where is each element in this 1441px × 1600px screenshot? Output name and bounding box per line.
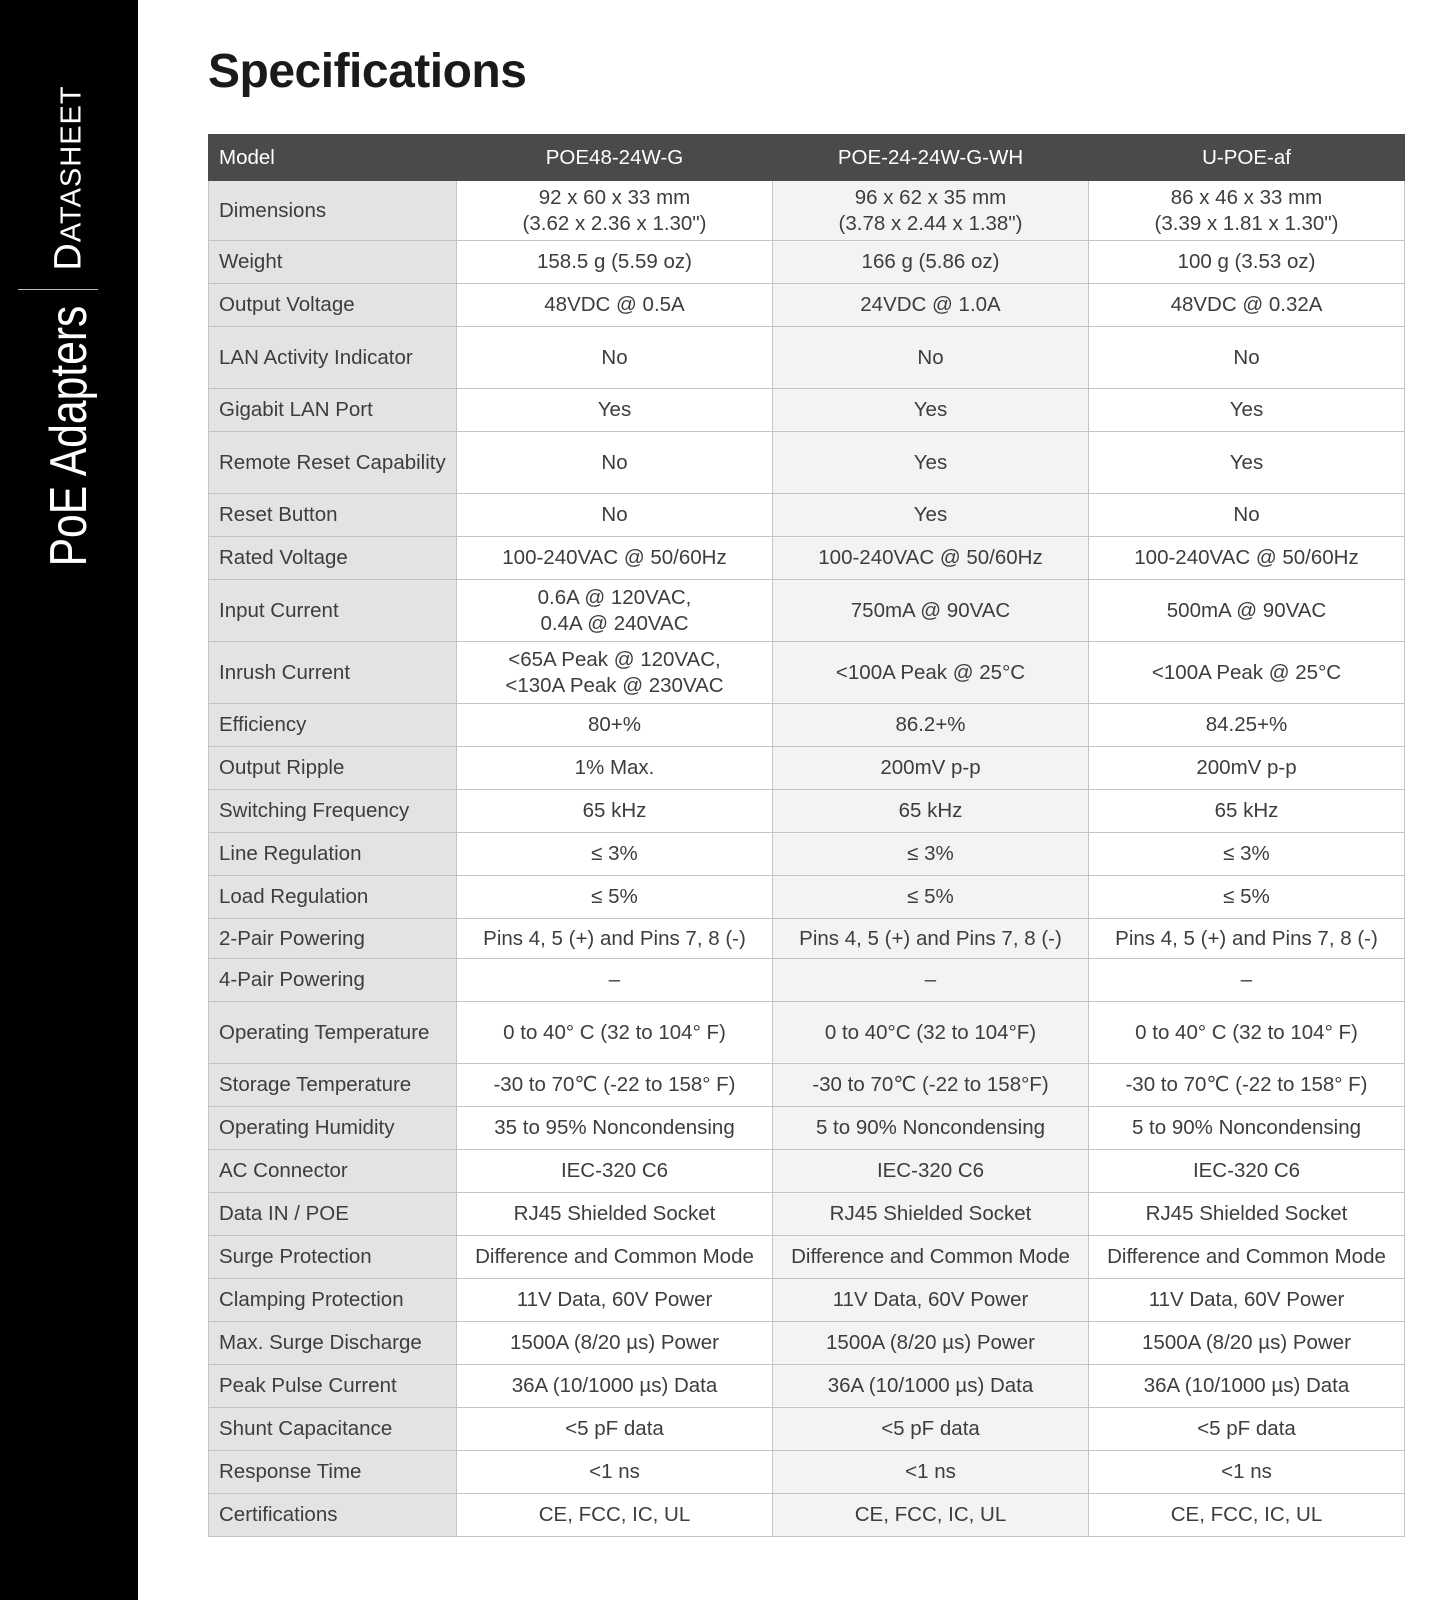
row-label: 2-Pair Powering [209, 919, 457, 959]
table-row [209, 1107, 1405, 1150]
cell-value: 36A (10/1000 µs) Data [457, 1365, 773, 1408]
table-row [209, 1408, 1405, 1451]
cell-value: 36A (10/1000 µs) Data [1089, 1365, 1405, 1408]
row-label: Shunt Capacitance [209, 1408, 457, 1451]
cell-value: 158.5 g (5.59 oz) [457, 241, 773, 284]
cell-value: 0 to 40°C (32 to 104°F) [773, 1002, 1089, 1064]
cell-value: Yes [773, 389, 1089, 432]
row-label: Weight [209, 241, 457, 284]
cell-value: -30 to 70℃ (-22 to 158° F) [457, 1064, 773, 1107]
row-label: Operating Temperature [209, 1002, 457, 1064]
cell-value: <1 ns [773, 1451, 1089, 1494]
cell-value: <1 ns [1089, 1451, 1405, 1494]
cell-value: 65 kHz [1089, 790, 1405, 833]
cell-value: <1 ns [457, 1451, 773, 1494]
table-row [209, 494, 1405, 537]
table-row [209, 747, 1405, 790]
table-row [209, 389, 1405, 432]
row-label: Peak Pulse Current [209, 1365, 457, 1408]
cell-value: 80+% [457, 704, 773, 747]
cell-value: 96 x 62 x 35 mm (3.78 x 2.44 x 1.38") [773, 181, 1089, 241]
table-row [209, 1322, 1405, 1365]
table-row [209, 1236, 1405, 1279]
cell-value: ≤ 5% [773, 876, 1089, 919]
row-label: Switching Frequency [209, 790, 457, 833]
row-label: Reset Button [209, 494, 457, 537]
cell-value: IEC-320 C6 [1089, 1150, 1405, 1193]
row-label: LAN Activity Indicator [209, 327, 457, 389]
cell-value: 86.2+% [773, 704, 1089, 747]
column-header: Model [209, 135, 457, 181]
product-category-label: PoE Adapters [40, 305, 98, 567]
cell-value: 86 x 46 x 33 mm (3.39 x 1.81 x 1.30") [1089, 181, 1405, 241]
cell-value: 84.25+% [1089, 704, 1405, 747]
cell-value: 48VDC @ 0.5A [457, 284, 773, 327]
cell-value: 100-240VAC @ 50/60Hz [1089, 537, 1405, 580]
cell-value: 92 x 60 x 33 mm (3.62 x 2.36 x 1.30") [457, 181, 773, 241]
row-label: Response Time [209, 1451, 457, 1494]
cell-value: No [457, 327, 773, 389]
cell-value: Yes [773, 432, 1089, 494]
cell-value: ≤ 3% [773, 833, 1089, 876]
cell-value: RJ45 Shielded Socket [1089, 1193, 1405, 1236]
cell-value: – [773, 959, 1089, 1002]
cell-value: 750mA @ 90VAC [773, 580, 1089, 642]
table-row [209, 327, 1405, 389]
cell-value: 100 g (3.53 oz) [1089, 241, 1405, 284]
cell-value: Pins 4, 5 (+) and Pins 7, 8 (-) [1089, 919, 1405, 959]
sidebar [0, 0, 138, 1600]
row-label: Max. Surge Discharge [209, 1322, 457, 1365]
sidebar-divider [18, 289, 98, 290]
cell-value: No [1089, 494, 1405, 537]
cell-value: Difference and Common Mode [1089, 1236, 1405, 1279]
cell-value: 0 to 40° C (32 to 104° F) [457, 1002, 773, 1064]
column-header: POE48-24W-G [457, 135, 773, 181]
cell-value: ≤ 3% [1089, 833, 1405, 876]
cell-value: 100-240VAC @ 50/60Hz [773, 537, 1089, 580]
row-label: Storage Temperature [209, 1064, 457, 1107]
cell-value: No [773, 327, 1089, 389]
datasheet-initial: D [47, 242, 90, 271]
cell-value: <100A Peak @ 25°C [1089, 642, 1405, 704]
cell-value: Pins 4, 5 (+) and Pins 7, 8 (-) [457, 919, 773, 959]
cell-value: 500mA @ 90VAC [1089, 580, 1405, 642]
cell-value: 65 kHz [773, 790, 1089, 833]
table-row [209, 876, 1405, 919]
cell-value: ≤ 5% [457, 876, 773, 919]
cell-value: 200mV p-p [773, 747, 1089, 790]
cell-value: No [1089, 327, 1405, 389]
table-header-row [209, 135, 1405, 181]
cell-value: Difference and Common Mode [773, 1236, 1089, 1279]
cell-value: RJ45 Shielded Socket [457, 1193, 773, 1236]
cell-value: <65A Peak @ 120VAC, <130A Peak @ 230VAC [457, 642, 773, 704]
specifications-table [208, 134, 1405, 1537]
row-label: 4-Pair Powering [209, 959, 457, 1002]
cell-value: IEC-320 C6 [457, 1150, 773, 1193]
row-label: AC Connector [209, 1150, 457, 1193]
cell-value: Yes [1089, 432, 1405, 494]
row-label: Surge Protection [209, 1236, 457, 1279]
cell-value: IEC-320 C6 [773, 1150, 1089, 1193]
cell-value: 200mV p-p [1089, 747, 1405, 790]
cell-value: -30 to 70℃ (-22 to 158°F) [773, 1064, 1089, 1107]
cell-value: 36A (10/1000 µs) Data [773, 1365, 1089, 1408]
table-row [209, 241, 1405, 284]
cell-value: 1500A (8/20 µs) Power [773, 1322, 1089, 1365]
cell-value: – [457, 959, 773, 1002]
cell-value: 48VDC @ 0.32A [1089, 284, 1405, 327]
table-row [209, 1064, 1405, 1107]
cell-value: <5 pF data [457, 1408, 773, 1451]
row-label: Efficiency [209, 704, 457, 747]
row-label: Output Voltage [209, 284, 457, 327]
table-row [209, 1494, 1405, 1537]
table-body [209, 181, 1405, 1537]
table-row [209, 1451, 1405, 1494]
datasheet-rest: ATASHEET [55, 85, 88, 243]
table-row [209, 1150, 1405, 1193]
cell-value: 65 kHz [457, 790, 773, 833]
cell-value: – [1089, 959, 1405, 1002]
table-row [209, 833, 1405, 876]
table-row [209, 284, 1405, 327]
cell-value: 100-240VAC @ 50/60Hz [457, 537, 773, 580]
row-label: Operating Humidity [209, 1107, 457, 1150]
cell-value: No [457, 432, 773, 494]
row-label: Input Current [209, 580, 457, 642]
cell-value: 166 g (5.86 oz) [773, 241, 1089, 284]
table-row [209, 704, 1405, 747]
cell-value: <5 pF data [1089, 1408, 1405, 1451]
row-label: Certifications [209, 1494, 457, 1537]
table-row [209, 432, 1405, 494]
cell-value: ≤ 3% [457, 833, 773, 876]
cell-value: Yes [773, 494, 1089, 537]
cell-value: 11V Data, 60V Power [457, 1279, 773, 1322]
datasheet-label [48, 85, 91, 270]
table-row [209, 537, 1405, 580]
table-row [209, 790, 1405, 833]
cell-value: Pins 4, 5 (+) and Pins 7, 8 (-) [773, 919, 1089, 959]
column-header: POE-24-24W-G-WH [773, 135, 1089, 181]
cell-value: Yes [457, 389, 773, 432]
table-row [209, 181, 1405, 241]
cell-value: 1% Max. [457, 747, 773, 790]
cell-value: 1500A (8/20 µs) Power [1089, 1322, 1405, 1365]
cell-value: Difference and Common Mode [457, 1236, 773, 1279]
table-row [209, 1279, 1405, 1322]
column-header: U-POE-af [1089, 135, 1405, 181]
row-label: Rated Voltage [209, 537, 457, 580]
cell-value: CE, FCC, IC, UL [773, 1494, 1089, 1537]
row-label: Gigabit LAN Port [209, 389, 457, 432]
table-row [209, 1193, 1405, 1236]
cell-value: 5 to 90% Noncondensing [1089, 1107, 1405, 1150]
cell-value: RJ45 Shielded Socket [773, 1193, 1089, 1236]
cell-value: ≤ 5% [1089, 876, 1405, 919]
row-label: Dimensions [209, 181, 457, 241]
cell-value: 11V Data, 60V Power [773, 1279, 1089, 1322]
row-label: Line Regulation [209, 833, 457, 876]
table-row [209, 1002, 1405, 1064]
cell-value: CE, FCC, IC, UL [1089, 1494, 1405, 1537]
row-label: Data IN / POE [209, 1193, 457, 1236]
table-row [209, 959, 1405, 1002]
cell-value: 1500A (8/20 µs) Power [457, 1322, 773, 1365]
page-title: Specifications [208, 45, 527, 98]
cell-value: Yes [1089, 389, 1405, 432]
row-label: Output Ripple [209, 747, 457, 790]
table-row [209, 919, 1405, 959]
cell-value: 24VDC @ 1.0A [773, 284, 1089, 327]
cell-value: 0 to 40° C (32 to 104° F) [1089, 1002, 1405, 1064]
table-row [209, 580, 1405, 642]
row-label: Remote Reset Capability [209, 432, 457, 494]
cell-value: -30 to 70℃ (-22 to 158° F) [1089, 1064, 1405, 1107]
cell-value: 0.6A @ 120VAC, 0.4A @ 240VAC [457, 580, 773, 642]
cell-value: CE, FCC, IC, UL [457, 1494, 773, 1537]
table-row [209, 642, 1405, 704]
cell-value: <5 pF data [773, 1408, 1089, 1451]
row-label: Inrush Current [209, 642, 457, 704]
row-label: Load Regulation [209, 876, 457, 919]
cell-value: No [457, 494, 773, 537]
row-label: Clamping Protection [209, 1279, 457, 1322]
cell-value: 5 to 90% Noncondensing [773, 1107, 1089, 1150]
cell-value: 11V Data, 60V Power [1089, 1279, 1405, 1322]
cell-value: 35 to 95% Noncondensing [457, 1107, 773, 1150]
cell-value: <100A Peak @ 25°C [773, 642, 1089, 704]
table-row [209, 1365, 1405, 1408]
